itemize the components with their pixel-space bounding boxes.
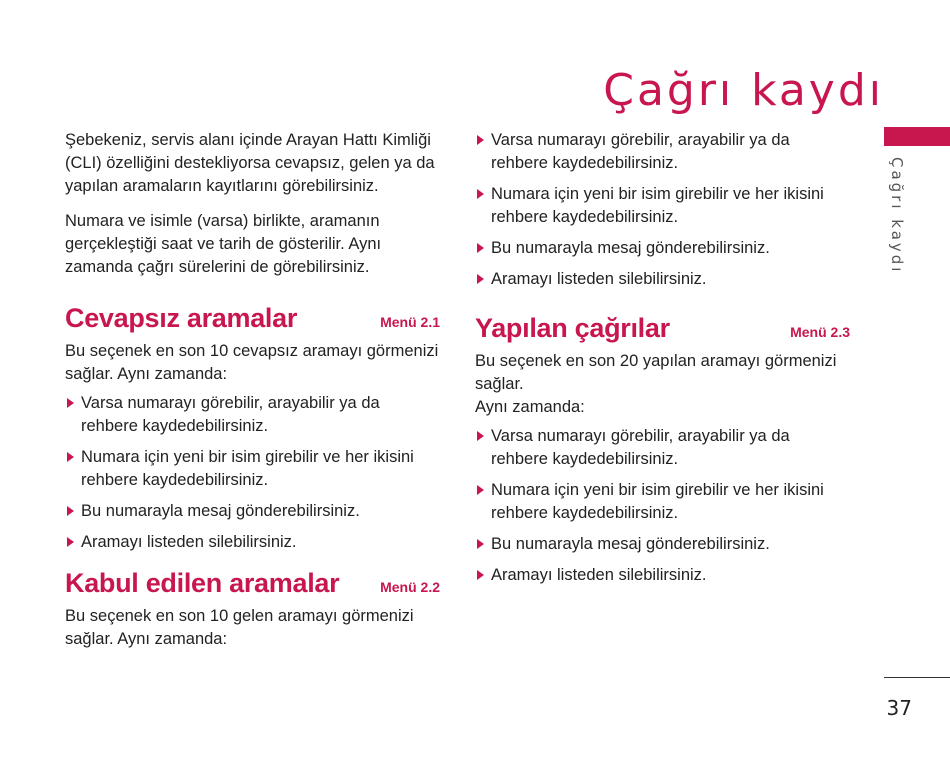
section-title: Kabul edilen aramalar — [65, 568, 340, 598]
intro-paragraph: Şebekeniz, servis alanı içinde Arayan Hattı Kimliği (CLI) özelliğini destekliyorsa cevapsız, gelen ya da yapılan aramaların kayıtlarını görebilirsiniz. — [65, 131, 435, 195]
menu-reference: Menü 2.2 — [380, 579, 440, 595]
list-item: Aramayı listeden silebilirsiniz. — [475, 564, 850, 587]
list-item: Numara için yeni bir isim girebilir ve her ikisini rehbere kaydedebilirsiniz. — [475, 183, 850, 229]
intro-paragraph: Numara ve isimle (varsa) birlikte, aramanın gerçekleştiği saat ve tarih de gösterilir. Aynı zamanda çağrı sürelerini de görebilirsiniz. — [65, 212, 382, 276]
section-title: Cevapsız aramalar — [65, 303, 298, 333]
left-column — [65, 129, 440, 663]
section-description — [475, 350, 850, 419]
right-column — [475, 129, 850, 595]
list-item: Varsa numarayı görebilir, arayabilir ya da rehbere kaydedebilirsiniz. — [65, 392, 440, 438]
description-line: Aynı zamanda: — [475, 398, 585, 416]
page-number: 37 — [886, 696, 912, 720]
section-header-dialed-calls — [475, 313, 850, 344]
menu-reference: Menü 2.3 — [790, 324, 850, 340]
section-title: Yapılan çağrılar — [475, 313, 670, 343]
list-item: Numara için yeni bir isim girebilir ve her ikisini rehbere kaydedebilirsiniz. — [65, 446, 440, 492]
side-tab-label: Çağrı kaydı — [888, 157, 906, 275]
side-tab-marker — [884, 127, 950, 146]
list-item: Aramayı listeden silebilirsiniz. — [65, 531, 440, 554]
bullet-list — [65, 392, 440, 554]
list-item: Varsa numarayı görebilir, arayabilir ya da rehbere kaydedebilirsiniz. — [475, 425, 850, 471]
list-item: Numara için yeni bir isim girebilir ve her ikisini rehbere kaydedebilirsiniz. — [475, 479, 850, 525]
menu-reference: Menü 2.1 — [380, 314, 440, 330]
section-description: Bu seçenek en son 10 cevapsız aramayı görmenizi sağlar. Aynı zamanda: — [65, 342, 439, 383]
section-description: Bu seçenek en son 10 gelen aramayı görmenizi sağlar. Aynı zamanda: — [65, 607, 414, 648]
list-item: Bu numarayla mesaj gönderebilirsiniz. — [475, 237, 850, 260]
list-item: Bu numarayla mesaj gönderebilirsiniz. — [475, 533, 850, 556]
section-header-missed-calls — [65, 303, 440, 334]
description-line: Bu seçenek en son 20 yapılan aramayı görmenizi sağlar. — [475, 352, 837, 393]
list-item: Bu numarayla mesaj gönderebilirsiniz. — [65, 500, 440, 523]
page-title: Çağrı kaydı — [603, 65, 884, 117]
bullet-list — [475, 129, 850, 291]
bullet-list — [475, 425, 850, 587]
footer-divider — [884, 677, 950, 678]
list-item: Aramayı listeden silebilirsiniz. — [475, 268, 850, 291]
list-item: Varsa numarayı görebilir, arayabilir ya da rehbere kaydedebilirsiniz. — [475, 129, 850, 175]
section-header-received-calls — [65, 568, 440, 599]
